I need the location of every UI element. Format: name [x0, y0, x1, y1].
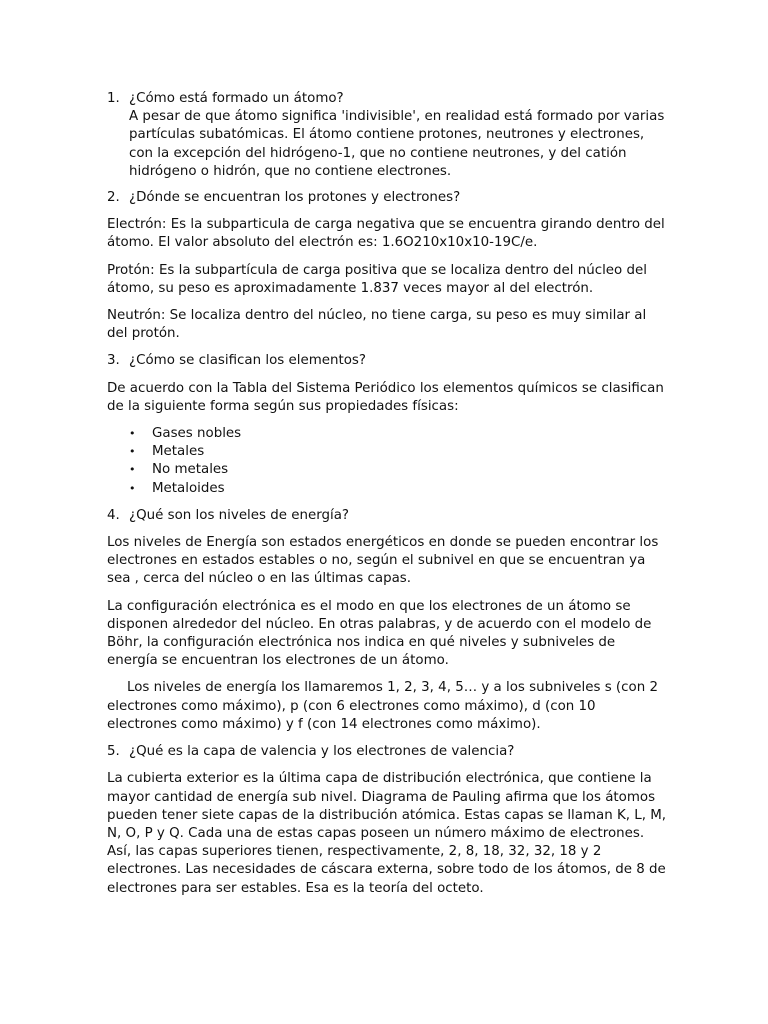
question-2-text: ¿Dónde se encuentran los protones y electrones?: [129, 190, 461, 206]
question-3-text: ¿Cómo se clasifican los elementos?: [129, 353, 366, 369]
question-3-number: 3.: [107, 353, 120, 369]
question-4-number: 4.: [107, 507, 120, 523]
list-item-label: Metaloides: [152, 480, 225, 496]
question-4-text: ¿Qué son los niveles de energía?: [129, 507, 350, 523]
list-item-label: Metales: [152, 444, 205, 460]
list-item-label: No metales: [152, 462, 229, 478]
bullet-icon: •: [129, 463, 136, 477]
bullet-icon: •: [129, 445, 136, 459]
list-item: [129, 443, 667, 461]
question-1-number: 1.: [107, 91, 120, 106]
element-categories-list: [107, 425, 667, 498]
valence-shell-paragraph: La cubierta exterior es la última capa de distribución electrónica, que contiene la mayor cantidad de energía sub nivel. Diagrama de Pauling afirma que los átomos pueden tener siete capas de la distribución atómica. Estas capas se llaman K, L, M, N, O, P y Q. Cada una de estas capas poseen un número máximo de electrones. Así, las capas superiores tienen, respectivamente, 2, 8, 18, 32, 32, 18 y 2 electrones. Las necesidades de cáscara externa, sobre todo de los átomos, de 8 de electrones para ser estables. Esa es la teoría del octeto.: [107, 771, 667, 896]
bullet-icon: •: [129, 427, 136, 441]
electron-paragraph: Electrón: Es la subparticula de carga negativa que se encuentra girando dentro del átomo. El valor absoluto del electrón es: 1.6O210x10x10-19C/e.: [107, 217, 665, 251]
energy-levels-paragraph: Los niveles de Energía son estados energéticos en donde se pueden encontrar los electrones en estados estables o no, según el subnivel en que se encuentran ya sea , cerca del núcleo o en las últimas capas.: [107, 535, 659, 587]
question-1-answer: A pesar de que átomo significa 'indivisible', en realidad está formado por varias partículas subatómicas. El átomo contiene protones, neutrones y electrones, con la excepción del hidrógeno-1, que no contiene neutrones, y del catión hidrógeno o hidrón, que no contiene electrones.: [129, 109, 665, 179]
question-5-number: 5.: [107, 744, 120, 760]
question-1-text: ¿Cómo está formado un átomo?: [129, 91, 344, 106]
question-5: [107, 743, 667, 761]
question-2: [107, 189, 667, 207]
list-item: [129, 461, 667, 479]
question-1: [107, 90, 667, 181]
question-3: [107, 352, 667, 370]
sublevels-paragraph: Los niveles de energía los llamaremos 1, 2, 3, 4, 5… y a los subniveles s (con 2 electrones como máximo), p (con 6 electrones como máximo), d (con 10 electrones como máximo) y f (con 14 electrones como máximo).: [107, 680, 658, 732]
classification-intro: De acuerdo con la Tabla del Sistema Periódico los elementos químicos se clasifican de la siguiente forma según sus propiedades físicas:: [107, 380, 664, 414]
neutron-paragraph: Neutrón: Se localiza dentro del núcleo, no tiene carga, su peso es muy similar al del protón.: [107, 308, 647, 342]
question-2-number: 2.: [107, 190, 120, 206]
bullet-icon: •: [129, 481, 136, 495]
document-page: [107, 90, 667, 898]
list-item: [129, 480, 667, 498]
electron-configuration-paragraph: La configuración electrónica es el modo en que los electrones de un átomo se disponen alrededor del núcleo. En otras palabras, y de acuerdo con el modelo de Böhr, la configuración electrónica nos indica en qué niveles y subniveles de energía se encuentran los electrones de un átomo.: [107, 598, 652, 669]
list-item: [129, 425, 667, 443]
question-4: [107, 507, 667, 525]
question-5-text: ¿Qué es la capa de valencia y los electrones de valencia?: [129, 744, 515, 760]
list-item-label: Gases nobles: [152, 426, 242, 442]
proton-paragraph: Protón: Es la subpartícula de carga positiva que se localiza dentro del núcleo del átomo, su peso es aproximadamente 1.837 veces mayor al del electrón.: [107, 262, 647, 296]
